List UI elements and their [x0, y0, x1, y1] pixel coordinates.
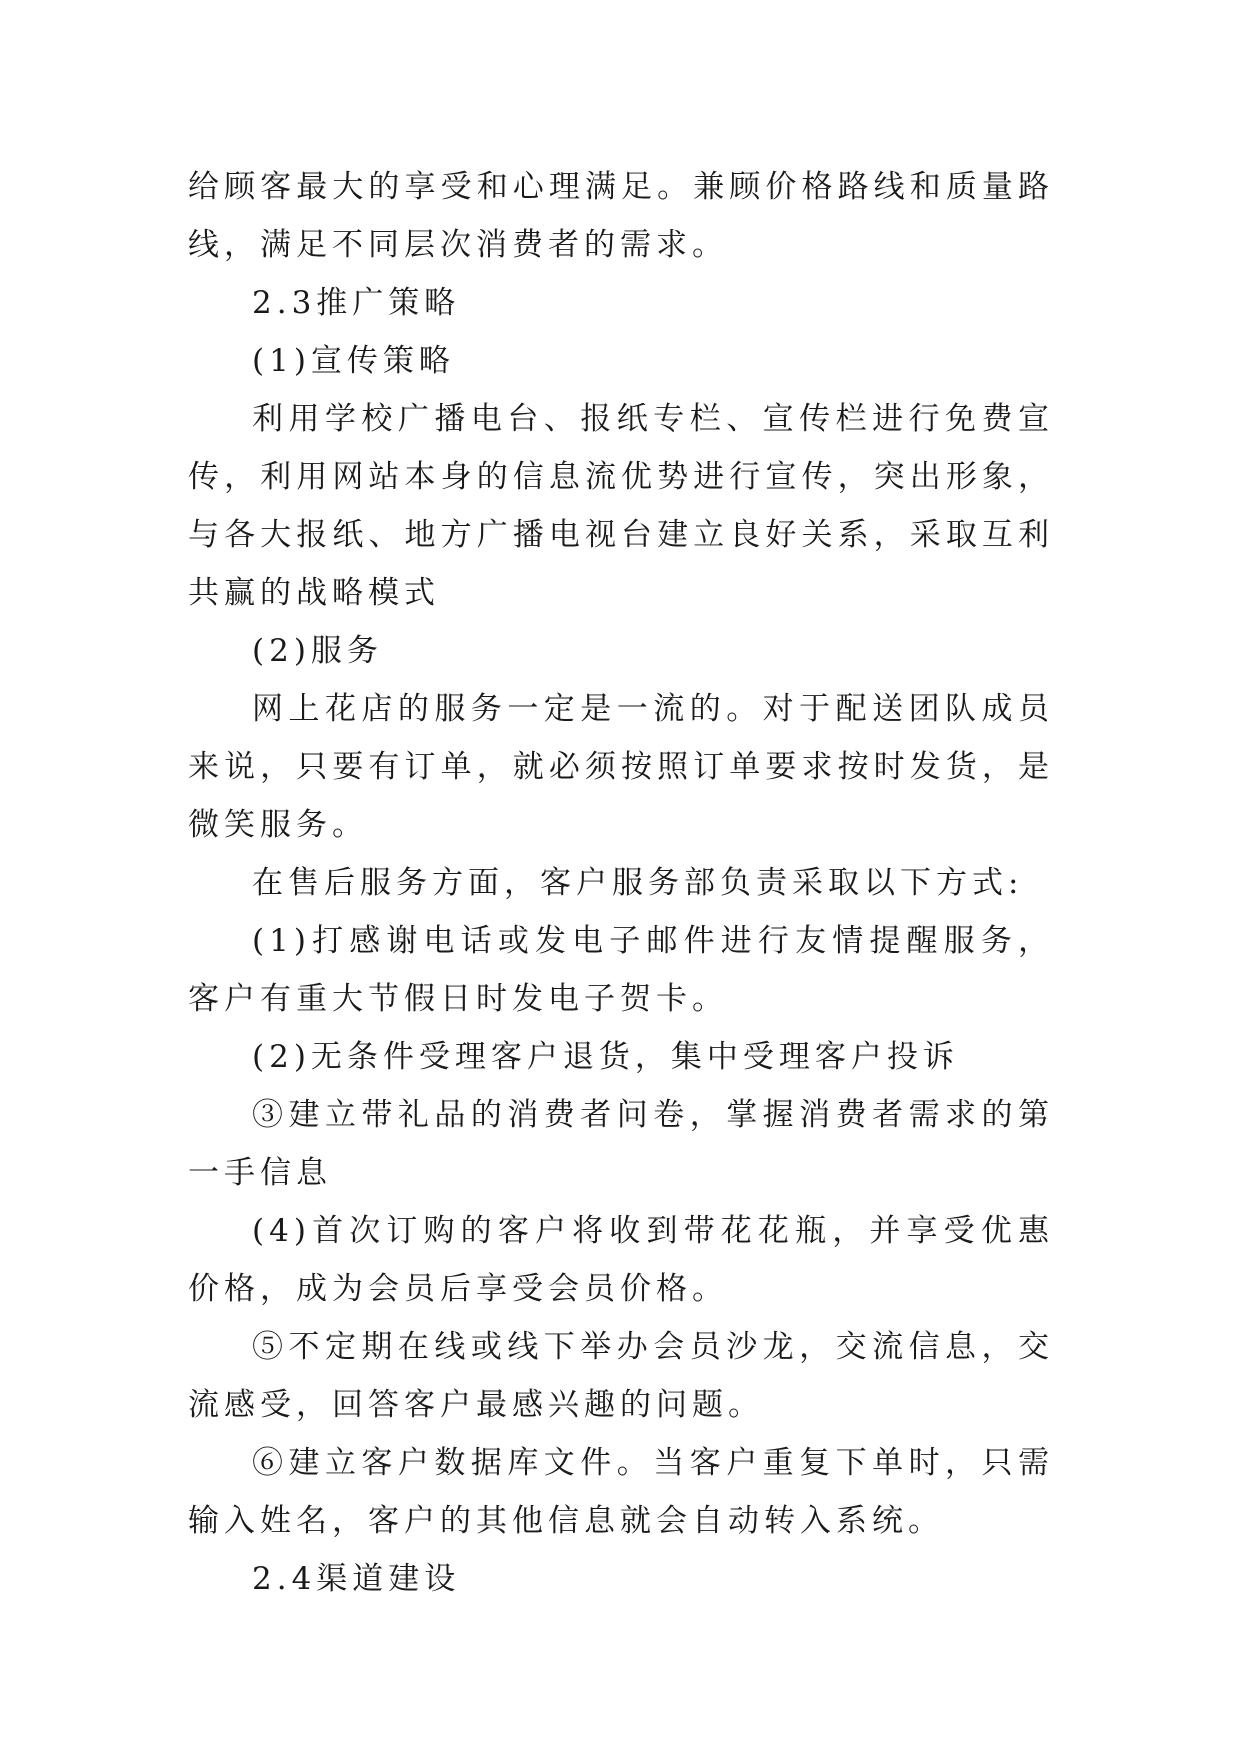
paragraph-pricing-summary: 给顾客最大的享受和心理满足。兼顾价格路线和质量路线，满足不同层次消费者的需求。	[188, 169, 1054, 263]
list-item-after-sales-6: ⑥建立客户数据库文件。当客户重复下单时，只需输入姓名，客户的其他信息就会自动转入系统。	[188, 1445, 1054, 1539]
document-body	[188, 158, 1054, 1608]
list-item-after-sales-1: (1)打感谢电话或发电子邮件进行友情提醒服务，客户有重大节假日时发电子贺卡。	[188, 923, 1054, 1017]
section-heading-promotion-strategy: 2.3推广策略	[252, 285, 461, 321]
list-item-after-sales-2: (2)无条件受理客户退货，集中受理客户投诉	[252, 1039, 959, 1075]
list-item-after-sales-4: (4)首次订购的客户将收到带花花瓶，并享受优惠价格，成为会员后享受会员价格。	[188, 1213, 1054, 1307]
subheading-service: (2)服务	[252, 633, 383, 669]
paragraph-publicity: 利用学校广播电台、报纸专栏、宣传栏进行免费宣传，利用网站本身的信息流优势进行宣传，突出形象，与各大报纸、地方广播电视台建立良好关系，采取互利共赢的战略模式	[188, 401, 1054, 611]
section-heading-channel-building: 2.4渠道建设	[252, 1561, 461, 1597]
paragraph-service: 网上花店的服务一定是一流的。对于配送团队成员来说，只要有订单，就必须按照订单要求按时发货，是微笑服务。	[188, 691, 1054, 843]
list-item-after-sales-3: ③建立带礼品的消费者问卷，掌握消费者需求的第一手信息	[188, 1097, 1054, 1191]
list-item-after-sales-5: ⑤不定期在线或线下举办会员沙龙，交流信息，交流感受，回答客户最感兴趣的问题。	[188, 1329, 1054, 1423]
subheading-publicity-strategy: (1)宣传策略	[252, 343, 455, 379]
paragraph-after-sales-intro: 在售后服务方面，客户服务部负责采取以下方式:	[252, 865, 1024, 901]
